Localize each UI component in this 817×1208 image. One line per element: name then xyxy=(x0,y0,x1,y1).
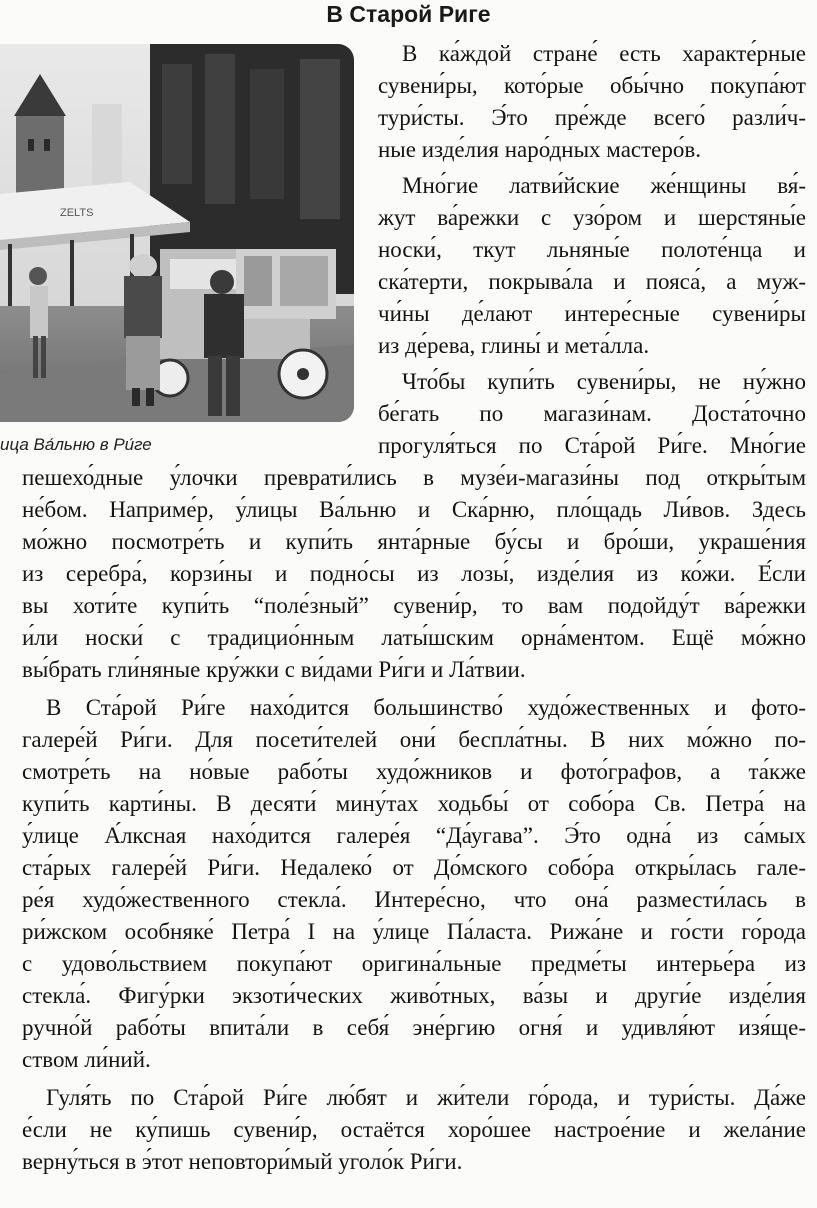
text-line: галере́й Ри́ги. Для посети́телей они́ беспла́тны. В них мо́жно по- xyxy=(22,727,806,752)
text-line: пешехо́дные у́лочки преврати́лись в музе́и-магази́ны под откры́тым xyxy=(22,465,806,490)
text-line: ста́рых галере́й Ри́ги. Недалеко́ от До́мского собо́ра откры́лась гале- xyxy=(22,855,806,880)
text-line: ре́я худо́жественного стекла́. Интере́сно, что она́ размести́лась в xyxy=(22,887,806,912)
article-title: В Старой Риге xyxy=(326,1,491,27)
text-line: вы хоти́те купи́ть “поле́зный” сувени́р, то вам подойду́т ва́режки xyxy=(22,593,806,618)
text-line: купи́ть карти́ны. В десяти́ мину́тах ходьбы́ от собо́ра Св. Петра́ на xyxy=(22,791,806,816)
text-line: Что́бы купи́ть сувени́ры, не ну́жно xyxy=(402,369,806,394)
text-line: В ка́ждой стране́ есть характе́рные xyxy=(402,41,806,66)
street-photo xyxy=(0,44,354,422)
text-line: верну́ться в э́тот неповтори́мый уголо́к Ри́ги. xyxy=(22,1149,463,1174)
text-line: жут ва́режки с узо́ром и шерстяны́е xyxy=(378,205,806,230)
text-line: из де́рева, глины́ и мета́лла. xyxy=(378,333,650,358)
text-line: носки́, ткут льняны́е полоте́нца и xyxy=(378,237,806,262)
text-line: Мно́гие латви́йские же́нщины вя́- xyxy=(402,173,806,198)
text-line: и́ли носки́ с традицио́нным латы́шским орна́ментом. Ещё мо́жно xyxy=(22,625,806,650)
text-line: из серебра́, корзи́ны и подно́сы из лозы́, изде́лия из ко́жи. Е́сли xyxy=(22,561,806,586)
text-line: ручно́й рабо́ты впита́ли в себя́ эне́ргию огня́ и удивля́ют изя́ще- xyxy=(22,1015,806,1040)
awning-text: ZELTS xyxy=(60,207,94,219)
text-line: прогуля́ться по Ста́рой Ри́ге. Мно́гие xyxy=(378,433,806,458)
text-line: ные изде́лия наро́дных мастеро́в. xyxy=(378,137,701,162)
text-line: е́сли не ку́пишь сувени́р, остаётся хоро́шее настрое́ние и жела́ние xyxy=(22,1117,806,1142)
text-line: стекла́. Фигу́рки экзоти́ческих живо́тных, ва́зы и други́е изде́лия xyxy=(22,983,806,1008)
text-line: бе́гать по магази́нам. Доста́точно xyxy=(378,401,806,426)
text-line: В Ста́рой Ри́ге нахо́дится большинство́ худо́жественных и фото- xyxy=(46,695,806,720)
text-line: мо́жно посмотре́ть и купи́ть янта́рные бу́сы и бро́ши, украше́ния xyxy=(22,529,806,554)
text-line: ством ли́ний. xyxy=(22,1047,151,1072)
text-line: не́бом. Наприме́р, у́лицы Ва́льню и Ска́рню, пло́щадь Ли́вов. Здесь xyxy=(22,497,806,522)
text-line: ска́терти, покрыва́ла и пояса́, а муж- xyxy=(378,269,806,294)
text-line: сувени́ры, кото́рые обы́чно покупа́ют xyxy=(378,73,806,98)
text-line: тури́сты. Э́то пре́жде всего́ разли́ч- xyxy=(378,105,806,130)
text-line: с удово́льствием покупа́ют оригина́льные предме́ты интерье́ра из xyxy=(22,951,806,976)
text-line: смотре́ть на но́вые рабо́ты худо́жников и фото́графов, а та́кже xyxy=(22,759,806,784)
text-line: чи́ны де́лают интере́сные сувени́ры xyxy=(378,301,806,326)
photo-caption: ица Ва́льню в Ри́ге xyxy=(0,435,152,454)
text-line: у́лице А́лксная нахо́дится галере́я “Да́угава”. Э́то одна́ из са́мых xyxy=(22,823,806,848)
text-line: Гуля́ть по Ста́рой Ри́ге лю́бят и жи́тели го́рода, и тури́сты. Да́же xyxy=(46,1085,806,1110)
text-line: вы́брать гли́няные кру́жки с ви́дами Ри́ги и Ла́твии. xyxy=(22,657,526,682)
text-line: ри́жском особняке́ Петра́ I на у́лице Па́ласта. Рижа́не и го́сти го́рода xyxy=(22,919,806,944)
